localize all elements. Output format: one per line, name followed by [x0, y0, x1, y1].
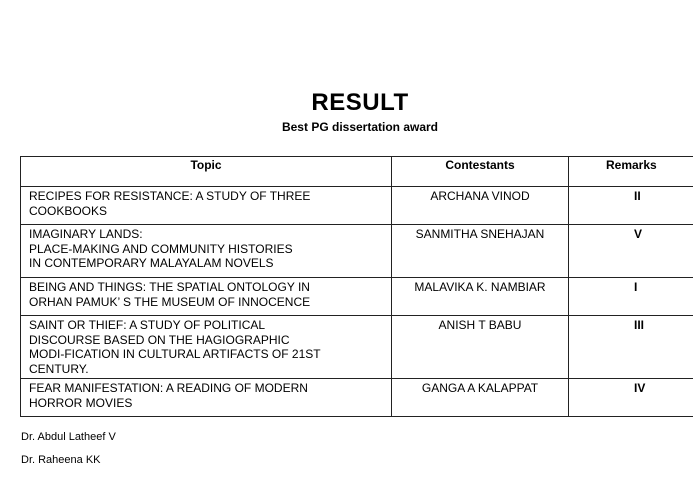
topic-line: MODI-FICATION IN CULTURAL ARTIFACTS OF 21ST — [29, 347, 321, 361]
topic-line: HORROR MOVIES — [29, 395, 133, 410]
remark-cell — [569, 187, 693, 225]
table-row — [21, 316, 693, 379]
footer-name: Dr. Abdul Latheef V — [21, 431, 116, 443]
remark-cell — [569, 225, 693, 278]
table-row — [21, 379, 693, 417]
topic-line: RECIPES FOR RESISTANCE: A STUDY OF THREE — [29, 189, 311, 203]
remark-cell — [569, 379, 693, 417]
remark-cell — [569, 278, 693, 316]
topic-line: IN CONTEMPORARY MALAYALAM NOVELS — [29, 256, 274, 270]
contestant-cell: SANMITHA SNEHAJAN — [392, 225, 569, 278]
table-row — [21, 187, 693, 225]
contestant-cell: MALAVIKA K. NAMBIAR — [392, 278, 569, 316]
table-row — [21, 278, 693, 316]
header-contestants: Contestants — [392, 157, 569, 187]
table-row — [21, 225, 693, 278]
topic-cell — [21, 278, 392, 316]
remark-value: III — [634, 318, 645, 332]
topic-cell — [21, 379, 392, 417]
topic-line: IMAGINARY LANDS: — [29, 227, 143, 241]
contestant-cell: GANGA A KALAPPAT — [392, 379, 569, 417]
results-table — [20, 156, 693, 417]
remark-cell — [569, 316, 693, 379]
remark-value: I — [634, 280, 638, 294]
remark-value: IV — [634, 381, 646, 395]
topic-line: ORHAN PAMUK’ S THE MUSEUM OF INNOCENCE — [29, 294, 311, 309]
page-title: RESULT — [311, 89, 409, 116]
topic-cell — [21, 187, 392, 225]
topic-cell — [21, 225, 392, 278]
page-subtitle: Best PG dissertation award — [281, 120, 439, 134]
table-header-row — [21, 157, 693, 187]
topic-line: FEAR MANIFESTATION: A READING OF MODERN — [29, 381, 308, 395]
topic-line: COOKBOOKS — [29, 203, 108, 218]
header-remarks: Remarks — [569, 157, 693, 187]
remark-value: V — [634, 227, 643, 241]
topic-line: DISCOURSE BASED ON THE HAGIOGRAPHIC — [29, 332, 290, 347]
contestant-cell: ANISH T BABU — [392, 316, 569, 379]
topic-line: SAINT OR THIEF: A STUDY OF POLITICAL — [29, 318, 266, 332]
topic-line: CENTURY. — [29, 361, 89, 376]
contestant-cell: ARCHANA VINOD — [392, 187, 569, 225]
remark-value: II — [634, 189, 641, 203]
topic-line: BEING AND THINGS: THE SPATIAL ONTOLOGY IN — [29, 280, 310, 294]
topic-line: PLACE-MAKING AND COMMUNITY HISTORIES — [29, 241, 293, 256]
footer-name: Dr. Raheena KK — [21, 454, 101, 466]
topic-cell — [21, 316, 392, 379]
header-topic: Topic — [21, 157, 392, 187]
